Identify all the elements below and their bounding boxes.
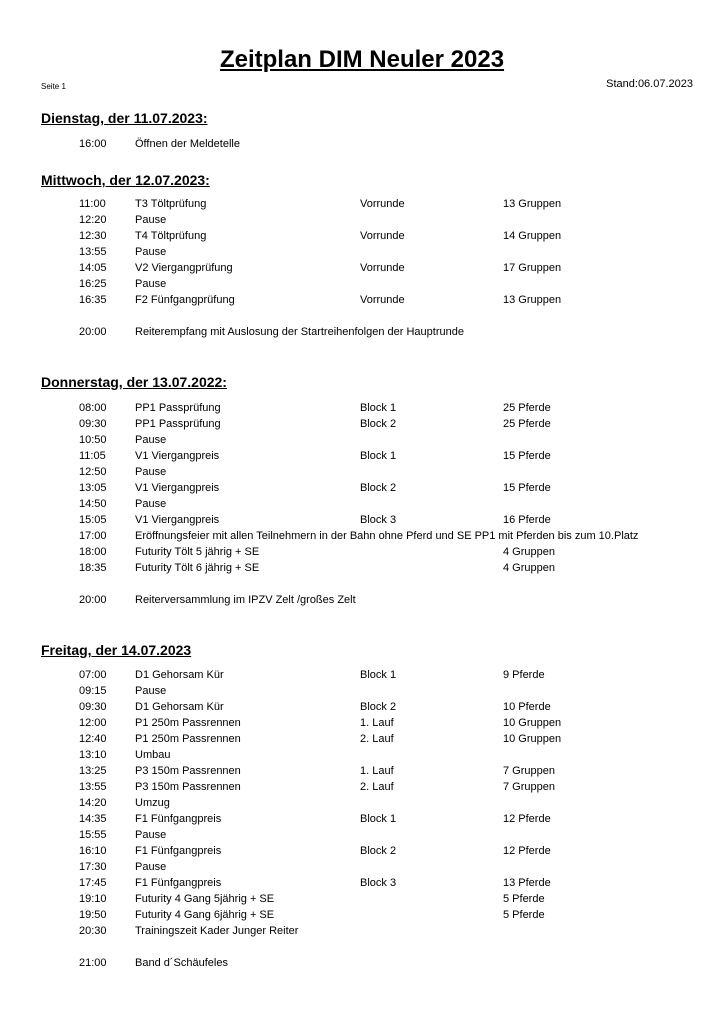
count-cell: 12 Pferde <box>503 845 551 857</box>
schedule-row <box>0 811 724 827</box>
event-cell: Eröffnungsfeier mit allen Teilnehmern in der Bahn ohne Pferd und SE PP1 mit Pferden bis zum 10.Platz <box>135 530 639 542</box>
time-cell: 12:40 <box>79 733 107 745</box>
time-cell: 10:50 <box>79 434 107 446</box>
event-cell: P1 250m Passrennen <box>135 717 241 729</box>
event-cell: Futurity 4 Gang 6jährig + SE <box>135 909 275 921</box>
event-cell: Futurity 4 Gang 5jährig + SE <box>135 893 275 905</box>
event-cell: F1 Fünfgangpreis <box>135 845 222 857</box>
count-cell: 15 Pferde <box>503 450 551 462</box>
event-cell: P1 250m Passrennen <box>135 733 241 745</box>
time-cell: 13:05 <box>79 482 107 494</box>
count-cell: 13 Gruppen <box>503 198 562 210</box>
count-cell: 4 Gruppen <box>503 546 555 558</box>
schedule-row <box>0 244 724 260</box>
time-cell: 09:15 <box>79 685 107 697</box>
day-heading: Mittwoch, der 12.07.2023: <box>41 172 210 188</box>
time-cell: 14:05 <box>79 262 107 274</box>
schedule-row <box>0 448 724 464</box>
event-cell: Pause <box>135 466 167 478</box>
time-cell: 20:00 <box>79 594 107 606</box>
schedule-row <box>0 560 724 576</box>
event-cell: F2 Fünfgangprüfung <box>135 294 235 306</box>
time-cell: 17:45 <box>79 877 107 889</box>
event-cell: Pause <box>135 685 167 697</box>
event-cell: Pause <box>135 498 167 510</box>
count-cell: 7 Gruppen <box>503 765 555 777</box>
time-cell: 18:00 <box>79 546 107 558</box>
round-cell: 1. Lauf <box>360 765 394 777</box>
revision-date: Stand:06.07.2023 <box>606 78 693 90</box>
round-cell: Block 1 <box>360 450 397 462</box>
event-cell: P3 150m Passrennen <box>135 781 241 793</box>
count-cell: 25 Pferde <box>503 418 551 430</box>
schedule-row <box>0 699 724 715</box>
count-cell: 10 Gruppen <box>503 717 562 729</box>
round-cell: 2. Lauf <box>360 781 394 793</box>
time-cell: 12:20 <box>79 214 107 226</box>
time-cell: 19:50 <box>79 909 107 921</box>
day-heading: Freitag, der 14.07.2023 <box>41 642 192 658</box>
round-cell: Vorrunde <box>360 262 405 274</box>
round-cell: Vorrunde <box>360 198 405 210</box>
count-cell: 5 Pferde <box>503 909 545 921</box>
time-cell: 13:25 <box>79 765 107 777</box>
round-cell: Block 1 <box>360 813 397 825</box>
time-cell: 16:35 <box>79 294 107 306</box>
round-cell: Block 2 <box>360 845 397 857</box>
count-cell: 25 Pferde <box>503 402 551 414</box>
time-cell: 18:35 <box>79 562 107 574</box>
schedule-row <box>0 843 724 859</box>
count-cell: 14 Gruppen <box>503 230 562 242</box>
event-cell: T3 Töltprüfung <box>135 198 207 210</box>
schedule-row <box>0 827 724 843</box>
time-cell: 09:30 <box>79 418 107 430</box>
time-cell: 16:25 <box>79 278 107 290</box>
count-cell: 7 Gruppen <box>503 781 555 793</box>
time-cell: 21:00 <box>79 957 107 969</box>
schedule-row <box>0 432 724 448</box>
schedule-row <box>0 891 724 907</box>
schedule-row <box>0 763 724 779</box>
day-heading: Donnerstag, der 13.07.2022: <box>41 374 227 390</box>
time-cell: 12:00 <box>79 717 107 729</box>
time-cell: 14:20 <box>79 797 107 809</box>
time-cell: 15:05 <box>79 514 107 526</box>
schedule-row <box>0 715 724 731</box>
time-cell: 17:00 <box>79 530 107 542</box>
round-cell: Vorrunde <box>360 230 405 242</box>
schedule-row <box>0 544 724 560</box>
event-cell: Reiterversammlung im IPZV Zelt /großes Zelt <box>135 594 356 606</box>
schedule-row <box>0 292 724 308</box>
schedule-row <box>0 907 724 923</box>
time-cell: 14:50 <box>79 498 107 510</box>
count-cell: 9 Pferde <box>503 669 545 681</box>
round-cell: Block 3 <box>360 514 397 526</box>
event-cell: Pause <box>135 214 167 226</box>
event-cell: V2 Viergangprüfung <box>135 262 233 274</box>
event-cell: PP1 Passprüfung <box>135 402 221 414</box>
schedule-row <box>0 859 724 875</box>
schedule-row <box>0 528 724 544</box>
time-cell: 20:30 <box>79 925 107 937</box>
count-cell: 13 Pferde <box>503 877 551 889</box>
schedule-row <box>0 136 724 152</box>
schedule-row <box>0 731 724 747</box>
page-number: Seite 1 <box>41 82 66 91</box>
count-cell: 17 Gruppen <box>503 262 562 274</box>
time-cell: 08:00 <box>79 402 107 414</box>
event-cell: V1 Viergangpreis <box>135 450 220 462</box>
time-cell: 13:55 <box>79 781 107 793</box>
time-cell: 12:50 <box>79 466 107 478</box>
day-heading: Dienstag, der 11.07.2023: <box>41 110 208 126</box>
time-cell: 09:30 <box>79 701 107 713</box>
time-cell: 19:10 <box>79 893 107 905</box>
event-cell: Reiterempfang mit Auslosung der Startreihenfolgen der Hauptrunde <box>135 326 464 338</box>
event-cell: PP1 Passprüfung <box>135 418 221 430</box>
count-cell: 13 Gruppen <box>503 294 562 306</box>
event-cell: F1 Fünfgangpreis <box>135 877 222 889</box>
round-cell: Block 2 <box>360 418 397 430</box>
schedule-row <box>0 496 724 512</box>
schedule-row <box>0 875 724 891</box>
schedule-row <box>0 228 724 244</box>
count-cell: 16 Pferde <box>503 514 551 526</box>
event-cell: Pause <box>135 278 167 290</box>
schedule-row <box>0 464 724 480</box>
event-cell: Umbau <box>135 749 171 761</box>
time-cell: 16:00 <box>79 138 107 150</box>
schedule-row <box>0 747 724 763</box>
count-cell: 10 Pferde <box>503 701 551 713</box>
schedule-row <box>0 667 724 683</box>
event-cell: P3 150m Passrennen <box>135 765 241 777</box>
schedule-row <box>0 276 724 292</box>
event-cell: Pause <box>135 434 167 446</box>
count-cell: 12 Pferde <box>503 813 551 825</box>
event-cell: Trainingszeit Kader Junger Reiter <box>135 925 299 937</box>
event-cell: Umzug <box>135 797 170 809</box>
count-cell: 5 Pferde <box>503 893 545 905</box>
round-cell: Block 2 <box>360 701 397 713</box>
time-cell: 20:00 <box>79 326 107 338</box>
time-cell: 15:55 <box>79 829 107 841</box>
event-cell: Futurity Tölt 5 jährig + SE <box>135 546 260 558</box>
schedule-row <box>0 512 724 528</box>
schedule-row <box>0 592 724 608</box>
schedule-row <box>0 923 724 939</box>
schedule-row <box>0 400 724 416</box>
count-cell: 4 Gruppen <box>503 562 555 574</box>
event-cell: D1 Gehorsam Kür <box>135 701 224 713</box>
time-cell: 11:00 <box>79 198 106 210</box>
event-cell: D1 Gehorsam Kür <box>135 669 224 681</box>
event-cell: V1 Viergangpreis <box>135 514 220 526</box>
schedule-row <box>0 480 724 496</box>
event-cell: Pause <box>135 829 167 841</box>
time-cell: 11:05 <box>79 450 106 462</box>
event-cell: Öffnen der Meldetelle <box>135 138 240 150</box>
count-cell: 10 Gruppen <box>503 733 562 745</box>
round-cell: Block 1 <box>360 669 397 681</box>
event-cell: Futurity Tölt 6 jährig + SE <box>135 562 260 574</box>
round-cell: 2. Lauf <box>360 733 394 745</box>
round-cell: 1. Lauf <box>360 717 394 729</box>
page-title: Zeitplan DIM Neuler 2023 <box>219 46 505 73</box>
count-cell: 15 Pferde <box>503 482 551 494</box>
round-cell: Block 1 <box>360 402 397 414</box>
schedule-row <box>0 795 724 811</box>
schedule-row <box>0 955 724 971</box>
schedule-row <box>0 196 724 212</box>
schedule-row <box>0 416 724 432</box>
event-cell: T4 Töltprüfung <box>135 230 207 242</box>
round-cell: Block 2 <box>360 482 397 494</box>
time-cell: 17:30 <box>79 861 107 873</box>
event-cell: V1 Viergangpreis <box>135 482 220 494</box>
round-cell: Vorrunde <box>360 294 405 306</box>
time-cell: 12:30 <box>79 230 107 242</box>
schedule-row <box>0 324 724 340</box>
event-cell: F1 Fünfgangpreis <box>135 813 222 825</box>
round-cell: Block 3 <box>360 877 397 889</box>
event-cell: Band d´Schäufeles <box>135 957 228 969</box>
time-cell: 13:10 <box>79 749 107 761</box>
schedule-row <box>0 260 724 276</box>
schedule-row <box>0 683 724 699</box>
event-cell: Pause <box>135 246 167 258</box>
time-cell: 16:10 <box>79 845 107 857</box>
time-cell: 14:35 <box>79 813 107 825</box>
time-cell: 07:00 <box>79 669 107 681</box>
schedule-row <box>0 779 724 795</box>
schedule-row <box>0 212 724 228</box>
event-cell: Pause <box>135 861 167 873</box>
time-cell: 13:55 <box>79 246 107 258</box>
